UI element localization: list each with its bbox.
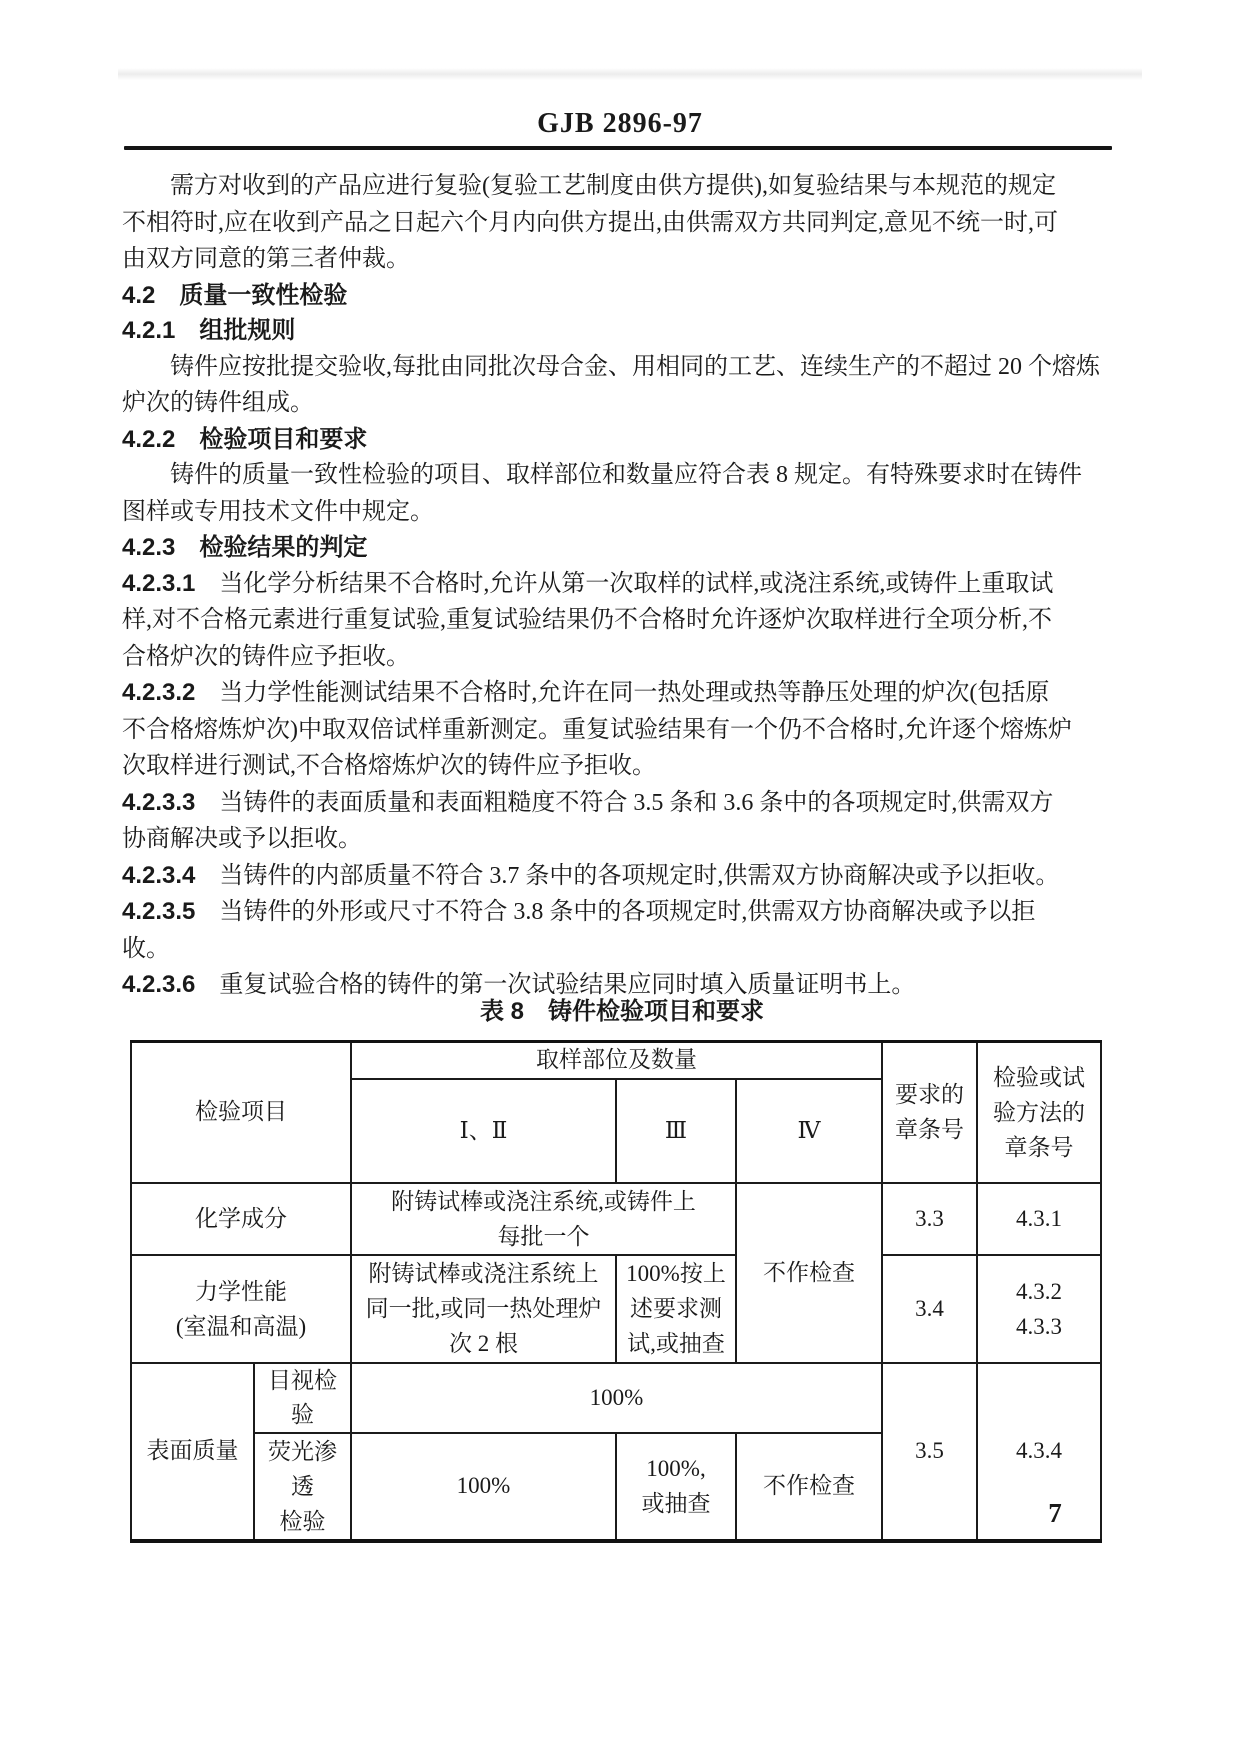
cell-visual-all: 100%: [351, 1363, 882, 1433]
cell-mech-sample12-line: 同一批,或同一热处理炉: [365, 1296, 602, 1321]
body-line-text: 当铸件的内部质量不符合 3.7 条中的各项规定时,供需双方协商解决或予以拒收。: [219, 862, 1060, 889]
cell-mech-sample12-line: 附铸试棒或浇注系统上: [368, 1261, 599, 1286]
cell-mech-method-line: 4.3.2: [1016, 1278, 1063, 1304]
clause-number: 4.2.3.6: [122, 971, 220, 998]
header-cell-zone-4: Ⅳ: [736, 1079, 882, 1183]
cell-mech-sample3: [616, 1255, 736, 1363]
body-line: [122, 602, 1122, 639]
table-row-mechanical: [131, 1255, 1101, 1363]
header-method-line: 检验或试: [993, 1064, 1086, 1090]
section-heading: [122, 278, 1122, 314]
body-line: [122, 931, 1122, 968]
clause-number: 4.2.3.2: [122, 679, 220, 706]
body-line: [122, 821, 1122, 858]
body-line-text: 4.2.3 检验结果的判定: [122, 534, 368, 561]
cell-fluorescent-sample3: [616, 1433, 736, 1541]
cell-mech-label-line: 力学性能: [195, 1278, 287, 1304]
cell-fluorescent-sample4: 不作检查: [736, 1433, 882, 1541]
cell-fluorescent-sample3-line: 100%,: [646, 1456, 706, 1481]
body-line: [122, 241, 1122, 278]
cell-surface-method: 4.3.4: [977, 1363, 1101, 1541]
body-line: [122, 349, 1122, 386]
body-line-text: 4.2 质量一致性检验: [122, 281, 348, 309]
page-number: 7: [1048, 1498, 1062, 1528]
body-line: [122, 494, 1122, 531]
body-line-text: 当力学性能测试结果不合格时,允许在同一热处理或热等静压处理的炉次(包括原: [219, 680, 1050, 706]
cell-chem-sample-line: 附铸试棒或浇注系统,或铸件上: [391, 1188, 696, 1214]
cell-fluorescent-sublabel-line: 检验: [279, 1508, 326, 1534]
body-line: [122, 566, 1122, 603]
body-line: [122, 894, 1122, 931]
body-line-text: 需方对收到的产品应进行复验(复验工艺制度由供方提供),如复验结果与本规范的规定: [122, 173, 1056, 199]
body-line-text: 当铸件的外形或尺寸不符合 3.8 条中的各项规定时,供需双方协商解决或予以拒: [219, 899, 1036, 925]
body-line-text: 炉次的铸件组成。: [122, 390, 314, 416]
cell-mech-method: [977, 1255, 1101, 1363]
body-line-text: 4.2.2 检验项目和要求: [122, 425, 368, 453]
body-line-text: 当化学分析结果不合格时,允许从第一次取样的试样,或浇注系统,或铸件上重取试: [219, 570, 1054, 597]
body-line: [122, 639, 1122, 676]
body-line: [122, 785, 1122, 822]
body-line: [122, 385, 1122, 422]
body-line: [122, 748, 1122, 785]
cell-mech-label: [131, 1255, 351, 1363]
cell-fluorescent-sublabel-line: 荧光渗透: [268, 1438, 337, 1499]
body-line-text: 样,对不合格元素进行重复试验,重复试验结果仍不合格时允许逐炉次取样进行全项分析,不: [122, 607, 1052, 633]
cell-mech-method-line: 4.3.3: [1016, 1313, 1063, 1339]
cell-chem-sample: [351, 1183, 736, 1255]
body-line-text: 协商解决或予以拒收。: [122, 826, 362, 852]
cell-mech-req: 3.4: [882, 1255, 977, 1363]
cell-mech-sample3-line: 试,或抽查: [627, 1331, 725, 1356]
body-line-text: 不合格熔炼炉次)中取双倍试样重新测定。重复试验结果有一个仍不合格时,允许逐个熔炼炉: [122, 716, 1072, 743]
inspection-table: [130, 1040, 1102, 1543]
body-line: [122, 457, 1122, 494]
cell-fluorescent-sublabel: [254, 1433, 351, 1541]
section-heading: [122, 422, 1122, 458]
header-cell-zone-1-2: Ⅰ、Ⅱ: [351, 1079, 616, 1183]
cell-fluorescent-sample3-line: 或抽查: [641, 1491, 711, 1516]
header-rule: [124, 146, 1112, 150]
header-method-line: 验方法的: [993, 1099, 1086, 1125]
doc-code: GJB 2896-97: [537, 108, 703, 139]
cell-surface-req: 3.5: [882, 1363, 977, 1541]
header-req-line: 章条号: [895, 1117, 965, 1143]
body-line-text: 4.2.1 组批规则: [122, 317, 296, 344]
header-cell-sampling: 取样部位及数量: [351, 1042, 882, 1079]
scan-artifact-band: [118, 68, 1142, 80]
header-cell-zone-3: Ⅲ: [616, 1079, 736, 1183]
section-heading: [122, 530, 1122, 566]
clause-number: 4.2.3.4: [122, 861, 220, 889]
header-cell-item: 检验项目: [131, 1042, 351, 1183]
clause-number: 4.2.3.5: [122, 898, 220, 925]
body-line: [122, 858, 1122, 895]
cell-mech-sample12-line: 次 2 根: [449, 1331, 518, 1356]
body-line: [122, 168, 1122, 205]
body-line-text: 铸件应按批提交验收,每批由同批次母合金、用相同的工艺、连续生产的不超过 20 个熔炼: [122, 353, 1100, 380]
cell-visual-sublabel: 目视检验: [254, 1363, 351, 1433]
body-line-text: 由双方同意的第三者仲裁。: [122, 246, 410, 272]
body-line-text: 收。: [122, 935, 170, 962]
header-method-line: 章条号: [1004, 1134, 1074, 1160]
table-row-surface-visual: [131, 1363, 1101, 1433]
body-line-text: 重复试验合格的铸件的第一次试验结果应同时填入质量证明书上。: [219, 972, 916, 998]
body-line: [122, 712, 1122, 749]
cell-chem-req: 3.3: [882, 1183, 977, 1255]
clause-number: 4.2.3.3: [122, 788, 220, 816]
cell-mech-sample12: [351, 1255, 616, 1363]
table-caption: 表 8 铸件检验项目和要求: [479, 998, 764, 1025]
table-row-chemical: [131, 1183, 1101, 1255]
cell-mech-label-line: (室温和高温): [175, 1313, 307, 1339]
cell-chem-mech-zone4: 不作检查: [736, 1183, 882, 1363]
cell-mech-sample3-line: 述要求测: [630, 1296, 722, 1321]
section-heading: [122, 313, 1122, 349]
cell-mech-sample3-line: 100%按上: [626, 1261, 726, 1286]
clause-number: 4.2.3.1: [122, 569, 220, 597]
cell-fluorescent-sample12: 100%: [351, 1433, 616, 1541]
body-line: [122, 205, 1122, 242]
body-line: [122, 675, 1122, 712]
body-line-text: 不相符时,应在收到产品之日起六个月内向供方提出,由供需双方共同判定,意见不统一时,可: [122, 209, 1058, 236]
body-line-text: 图样或专用技术文件中规定。: [122, 498, 434, 525]
body-line-text: 当铸件的表面质量和表面粗糙度不符合 3.5 条和 3.6 条中的各项规定时,供需双方: [219, 789, 1054, 816]
body-text: [122, 168, 1122, 1004]
header-cell-method: [977, 1042, 1101, 1183]
header-req-line: 要求的: [895, 1082, 965, 1108]
cell-surface-label: 表面质量: [131, 1363, 254, 1541]
cell-chem-label: 化学成分: [131, 1183, 351, 1255]
cell-chem-sample-line: 每批一个: [497, 1223, 590, 1249]
cell-chem-method: 4.3.1: [977, 1183, 1101, 1255]
body-line-text: 合格炉次的铸件应予拒收。: [122, 643, 410, 670]
header-cell-req: [882, 1042, 977, 1183]
body-line-text: 铸件的质量一致性检验的项目、取样部位和数量应符合表 8 规定。有特殊要求时在铸件: [122, 462, 1082, 488]
body-line-text: 次取样进行测试,不合格熔炼炉次的铸件应予拒收。: [122, 753, 656, 779]
